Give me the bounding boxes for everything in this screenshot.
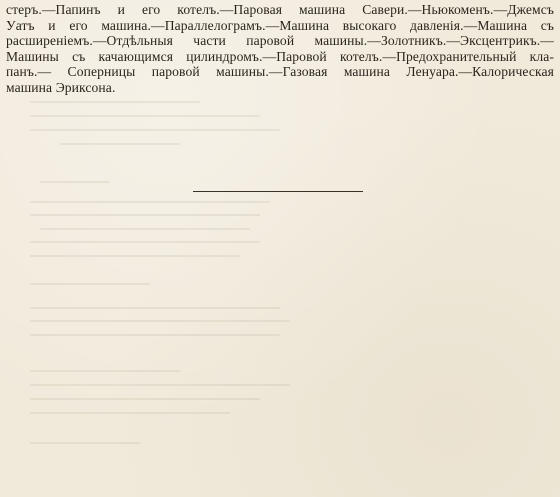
- text-line: стеръ.—Папинъ и его котелъ.—Паровая машина Савери.—Ньюкоменъ.—Джемсъ: [6, 2, 554, 17]
- text-line: панъ.— Соперницы паровой машины.—Газовая машина Ленуара.—Калорическая: [6, 64, 554, 79]
- text-line: расширеніемъ.—Отдѣльныя части паровой машины.—Золотникъ.—Эксцентрикъ.—: [6, 33, 554, 48]
- section-divider-rule: [193, 191, 363, 192]
- text-line: Уатъ и его машина.—Параллелограмъ.—Машина высокаго давленія.—Машина съ: [6, 17, 554, 33]
- text-line: Машины съ качающимся цилиндромъ.—Паровой котелъ.—Предохранительный кла-: [6, 48, 554, 64]
- text-line: машина Эриксона.: [6, 79, 116, 95]
- contents-paragraph: [6, 2, 554, 95]
